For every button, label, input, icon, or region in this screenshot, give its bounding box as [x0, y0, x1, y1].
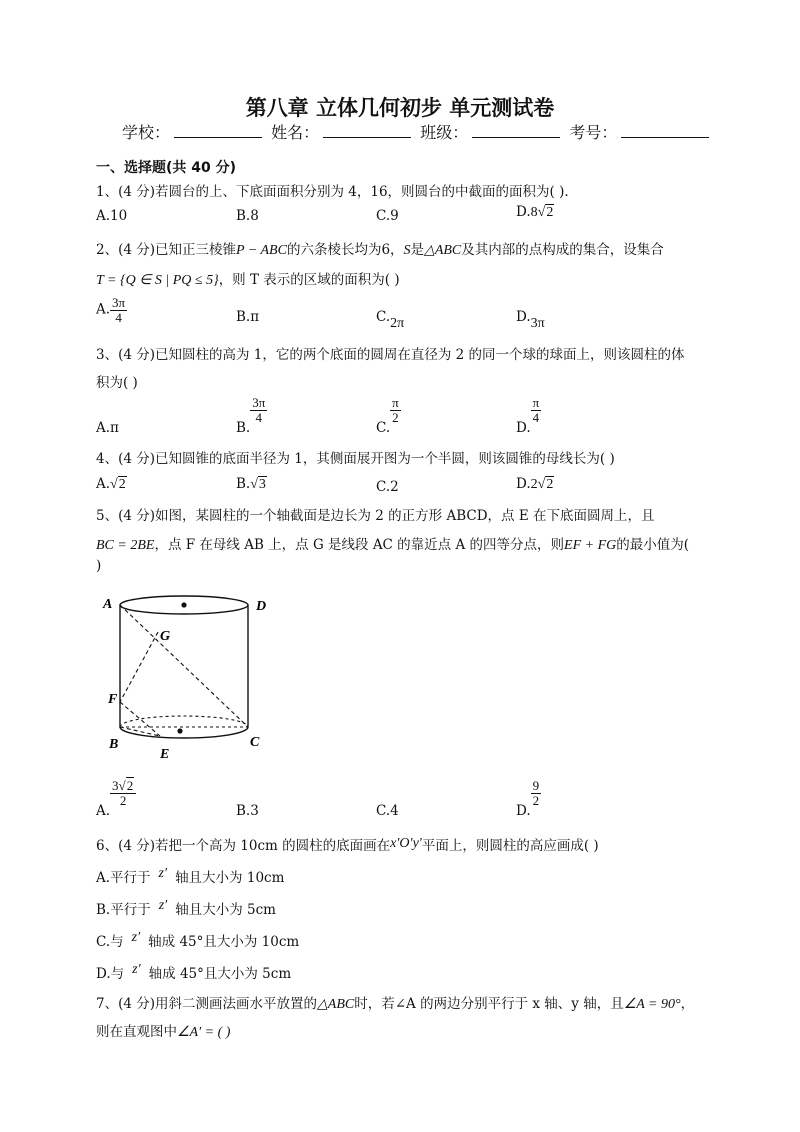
q5-option-d-prefix: D. — [516, 802, 531, 819]
q2-text-1: 2、(4 分)已知正三棱锥 — [96, 242, 237, 258]
q2-option-a-prefix: A. — [96, 301, 111, 318]
q3-option-d-denominator: 4 — [532, 409, 540, 425]
school-label: 学校： — [122, 123, 171, 142]
name-label: 姓名： — [271, 123, 320, 142]
q4-option-b-prefix: B. — [236, 476, 251, 492]
question-3-line1: 3、(4 分)已知圆柱的高为 1，它的两个底面的圆周在直径为 2 的同一个球的球面上，则该圆柱的体 — [96, 347, 685, 363]
q2-option-d — [516, 309, 545, 331]
q2-set-expr: T = {Q ∈ S | PQ ≤ 5} — [96, 273, 219, 288]
q7-triangle-expr: △ABC — [317, 997, 355, 1012]
bottom-center-dot — [177, 728, 182, 733]
q3-option-c-prefix: C. — [376, 419, 391, 436]
q5-option-a-prefix: A. — [96, 802, 111, 819]
q6-option-d-pre: D.与 — [96, 966, 125, 982]
label-f: F — [108, 692, 118, 707]
q4-option-a-prefix: A. — [96, 476, 111, 492]
q2-text-5: ，则 T 表示的区域的面积为( ) — [218, 272, 400, 288]
q3-option-b-prefix: B. — [236, 419, 251, 436]
q2-option-a — [96, 296, 127, 324]
q6-option-c — [96, 930, 299, 951]
q4-option-d-prefix: D. — [516, 476, 531, 492]
q2-option-a-fraction — [110, 296, 127, 324]
q6-option-d — [96, 962, 291, 983]
q6-text-2: 平面上，则圆柱的高应画成( ) — [421, 838, 599, 854]
q7-text-3: ， — [680, 996, 695, 1012]
q6-text-1: 6、(4 分)若把一个高为 10cm 的圆柱的底面画在 — [96, 838, 391, 854]
q6-plane-expr: x′O′y′ — [390, 836, 422, 851]
q3-option-b — [236, 395, 267, 436]
q1-option-d-prefix: D. — [516, 204, 531, 220]
question-5-line2 — [96, 533, 689, 554]
q5-option-d-numerator: 9 — [532, 778, 540, 793]
section-title: 一、选择题(共 40 分) — [96, 160, 237, 176]
q1-option-a: A.10 — [96, 208, 128, 224]
q6-option-a-axis: z′ — [158, 866, 168, 881]
q4-option-a: A.√2 — [96, 476, 126, 492]
q2-text-4: 及其内部的点构成的集合，设集合 — [461, 242, 664, 258]
label-a: A — [103, 597, 113, 612]
q4-option-c: C.2 — [376, 479, 399, 495]
question-2-line2 — [96, 268, 400, 289]
q5-option-d-fraction — [531, 779, 542, 807]
label-d: D — [256, 599, 267, 614]
name-blank — [323, 123, 411, 138]
q3-option-d-prefix: D. — [516, 419, 531, 436]
label-g: G — [160, 629, 171, 644]
q4-option-d: D.2√2 — [516, 476, 554, 492]
label-e: E — [160, 747, 170, 762]
q5-option-d-denominator: 2 — [532, 792, 540, 808]
q4-option-d-radicand: 2 — [546, 477, 554, 492]
bottom-ellipse-front — [120, 727, 248, 738]
q7-answer-expr: ∠A′ = ( ) — [177, 1025, 231, 1040]
q6-option-d-axis: z′ — [132, 962, 141, 977]
q6-option-b-post: 轴且大小为 5cm — [175, 902, 276, 918]
q1-option-b: B.8 — [236, 208, 259, 224]
q5-option-a-fraction — [110, 779, 136, 807]
q2-option-a-numerator: 3π — [112, 295, 126, 310]
label-c: C — [250, 735, 260, 750]
q7-text-4: 则在直观图中 — [96, 1024, 177, 1040]
exam-no-label: 考号： — [569, 123, 618, 142]
q2-option-d-prefix: D. — [516, 309, 531, 325]
q5-option-a-denominator: 2 — [119, 792, 127, 808]
q6-option-b — [96, 898, 276, 919]
class-blank — [472, 123, 560, 138]
q3-option-c-denominator: 2 — [392, 409, 399, 425]
q4-option-b: B.√3 — [236, 476, 266, 492]
q2-option-c-value: 2π — [390, 316, 405, 331]
q2-option-a-denominator: 4 — [115, 309, 122, 325]
q6-option-a-post: 轴且大小为 10cm — [175, 870, 285, 886]
q7-text-2: 时，若∠A 的两边分别平行于 x 轴、y 轴，且 — [354, 996, 624, 1012]
q3-option-b-numerator: 3π — [252, 395, 266, 410]
q3-option-d-fraction — [531, 396, 542, 424]
q2-triangle-expr: △ABC — [424, 243, 462, 258]
q1-option-d: D.8√2 — [516, 204, 554, 220]
line-fe — [120, 702, 160, 736]
q6-option-c-post: 轴成 45°且大小为 10cm — [148, 934, 300, 950]
q1-option-c: C.9 — [376, 208, 399, 224]
q6-option-c-axis: z′ — [131, 930, 141, 945]
question-6-text — [96, 834, 599, 855]
q2-option-d-value: 3π — [530, 316, 545, 331]
q7-angle-expr: ∠A = 90° — [623, 997, 681, 1012]
q3-option-b-denominator: 4 — [255, 409, 262, 425]
q6-option-b-pre: B.平行于 — [96, 902, 151, 918]
question-4-text: 4、(4 分)已知圆锥的底面半径为 1，其侧面展开图为一个半圆，则该圆锥的母线长为( ) — [96, 451, 615, 467]
q4-option-b-radicand: 3 — [258, 477, 266, 492]
q5-text-2-end: 的最小值为( — [616, 537, 690, 553]
q6-option-b-axis: z′ — [158, 898, 168, 913]
q4-option-d-coef: 2 — [530, 477, 538, 492]
q5-option-a — [96, 778, 136, 819]
q5-option-a-numerator: 3√2 — [110, 779, 136, 794]
q5-text-2: ，点 F 在母线 AB 上，点 G 是线段 AC 的靠近点 A 的四等分点，则 — [154, 537, 565, 553]
q5-option-c: C.4 — [376, 803, 399, 819]
q5-bc-expr: BC = 2BE — [96, 538, 155, 553]
q6-option-c-pre: C.与 — [96, 934, 124, 950]
cylinder-figure — [100, 590, 300, 765]
question-5-line3: ) — [96, 558, 102, 574]
q4-option-a-radicand: 2 — [118, 477, 126, 492]
q6-option-a — [96, 866, 284, 887]
q3-option-c-fraction — [390, 396, 401, 424]
q5-ef-expr: EF + FG — [564, 538, 617, 553]
q3-option-a: A.π — [96, 420, 119, 436]
q2-option-b: B.π — [236, 309, 260, 325]
q1-option-d-coef: 8 — [530, 205, 538, 220]
q5-option-a-radicand: 2 — [126, 778, 134, 793]
exam-no-blank — [621, 123, 709, 138]
q6-option-a-pre: A.平行于 — [96, 870, 151, 886]
q3-option-c-numerator: π — [392, 395, 399, 410]
question-7-line2 — [96, 1020, 230, 1041]
question-1-text: 1、(4 分)若圆台的上、下底面面积分别为 4，16，则圆台的中截面的面积为( ). — [96, 184, 569, 200]
q2-option-c-prefix: C. — [376, 309, 391, 325]
class-label: 班级： — [420, 123, 469, 142]
q2-option-c — [376, 309, 405, 331]
q3-option-d — [516, 395, 541, 436]
question-2-line1 — [96, 238, 664, 259]
q1-option-d-radicand: 2 — [546, 205, 554, 220]
q2-text-3: 是 — [410, 242, 425, 258]
q2-pyramid-expr: P − ABC — [236, 243, 287, 258]
top-center-dot — [181, 602, 186, 607]
page-title: 第八章 立体几何初步 单元测试卷 — [245, 96, 555, 120]
q2-var-s: S — [403, 243, 411, 258]
q6-option-d-post: 轴成 45°且大小为 5cm — [148, 966, 292, 982]
question-5-line1: 5、(4 分)如图，某圆柱的一个轴截面是边长为 2 的正方形 ABCD，点 E 在下底面圆周上，且 — [96, 508, 655, 524]
question-3-line2: 积为( ) — [96, 375, 138, 391]
student-info-row — [122, 120, 713, 143]
q3-option-d-numerator: π — [532, 395, 540, 410]
school-blank — [174, 123, 262, 138]
q5-option-b: B.3 — [236, 803, 259, 819]
q3-option-b-fraction — [250, 396, 267, 424]
label-b: B — [109, 737, 119, 752]
question-7-line1 — [96, 992, 694, 1013]
q2-text-2: 的六条棱长均为6， — [286, 242, 404, 258]
q5-option-a-coef: 3 — [112, 778, 119, 793]
line-gf — [120, 632, 158, 702]
q3-option-c — [376, 395, 401, 436]
q7-text-1: 7、(4 分)用斜二测画法画水平放置的 — [96, 996, 318, 1012]
q5-option-d — [516, 778, 541, 819]
